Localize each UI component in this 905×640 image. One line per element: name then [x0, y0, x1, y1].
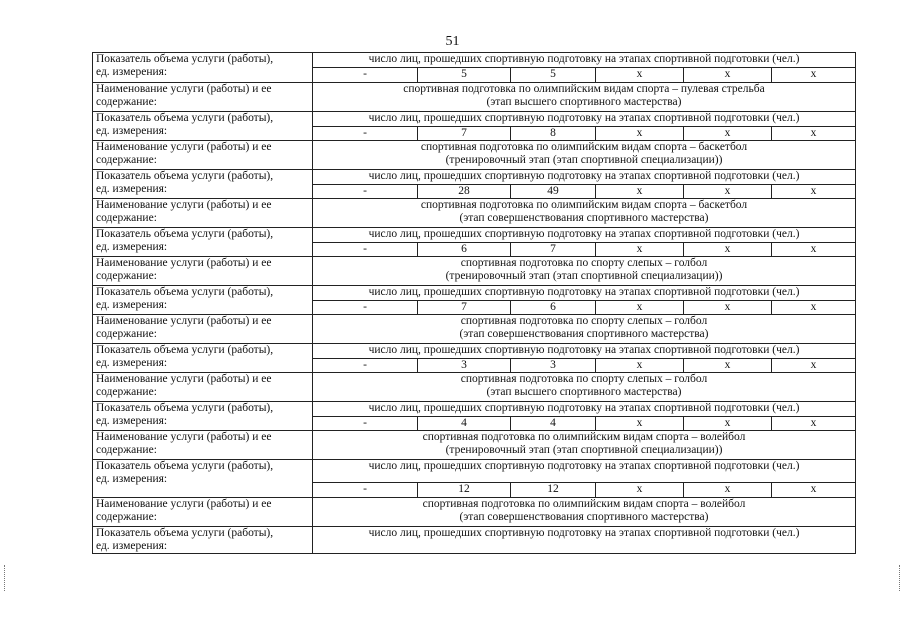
- indicator-label: [93, 344, 313, 373]
- label-line: спортивная подготовка по спорту слепых – голбол: [460, 373, 708, 385]
- indicator-row: [93, 344, 856, 359]
- label-line: Показатель объема услуги (работы),: [96, 53, 274, 65]
- label-line: содержание:: [96, 154, 157, 166]
- indicator-row: [93, 286, 856, 301]
- label-line: ед. измерения:: [96, 540, 168, 552]
- value-cell: 12: [511, 483, 596, 498]
- label-line: (этап совершенствования спортивного мастерства): [459, 328, 709, 340]
- value-cell: x: [772, 68, 856, 83]
- page-number: 51: [445, 34, 460, 49]
- label-line: содержание:: [96, 444, 157, 456]
- label-line: Показатель объема услуги (работы),: [96, 228, 274, 240]
- service-name-content: [313, 431, 856, 460]
- label-line: Наименование услуги (работы) и ее: [96, 199, 272, 211]
- value-cell: 8: [511, 127, 596, 141]
- service-name-content: [313, 199, 856, 228]
- value-cell: x: [684, 68, 772, 83]
- indicator-row: [93, 170, 856, 185]
- service-name-label: [93, 498, 313, 527]
- service-name-row: [93, 315, 856, 344]
- value-cell: x: [772, 127, 856, 141]
- service-name-row: [93, 431, 856, 460]
- label-line: Показатель объема услуги (работы),: [96, 460, 274, 472]
- value-cell: 7: [418, 127, 511, 141]
- indicator-row: [93, 228, 856, 243]
- label-line: содержание:: [96, 328, 157, 340]
- label-line: спортивная подготовка по олимпийским видам спорта – баскетбол: [420, 141, 748, 153]
- value-cell: 4: [511, 417, 596, 431]
- value-cell: 3: [511, 359, 596, 373]
- service-name-content: [313, 315, 856, 344]
- label-line: ед. измерения:: [96, 299, 168, 311]
- label-line: (этап совершенствования спортивного мастерства): [459, 212, 709, 224]
- service-name-label: [93, 199, 313, 228]
- indicator-label: [93, 53, 313, 83]
- service-name-label: [93, 373, 313, 402]
- indicator-label: [93, 527, 313, 554]
- value-cell: x: [684, 243, 772, 257]
- value-cell: -: [313, 127, 418, 141]
- label-line: спортивная подготовка по олимпийским видам спорта – пулевая стрельба: [403, 83, 765, 95]
- label-line: содержание:: [96, 386, 157, 398]
- value-cell: 5: [418, 68, 511, 83]
- value-cell: 28: [418, 185, 511, 199]
- service-name-row: [93, 199, 856, 228]
- label-line: (тренировочный этап (этап спортивной специализации)): [445, 444, 723, 456]
- value-cell: 4: [418, 417, 511, 431]
- label-line: Показатель объема услуги (работы),: [96, 286, 274, 298]
- label-line: (тренировочный этап (этап спортивной специализации)): [445, 270, 723, 282]
- indicator-text: число лиц, прошедших спортивную подготовку на этапах спортивной подготовки (чел.): [313, 344, 856, 359]
- value-cell: x: [684, 417, 772, 431]
- indicator-text: число лиц, прошедших спортивную подготовку на этапах спортивной подготовки (чел.): [313, 286, 856, 301]
- service-volume-table: [92, 52, 856, 554]
- label-line: содержание:: [96, 270, 157, 282]
- value-cell: x: [772, 301, 856, 315]
- label-line: (этап совершенствования спортивного мастерства): [459, 511, 709, 523]
- service-name-content: [313, 498, 856, 527]
- label-line: спортивная подготовка по спорту слепых – голбол: [460, 315, 708, 327]
- value-cell: -: [313, 185, 418, 199]
- service-name-content: [313, 257, 856, 286]
- service-name-label: [93, 141, 313, 170]
- value-cell: x: [684, 483, 772, 498]
- service-name-content: [313, 83, 856, 112]
- indicator-text: число лиц, прошедших спортивную подготовку на этапах спортивной подготовки (чел.): [313, 402, 856, 417]
- value-cell: x: [596, 185, 684, 199]
- value-cell: x: [596, 483, 684, 498]
- label-line: Показатель объема услуги (работы),: [96, 402, 274, 414]
- indicator-label: [93, 170, 313, 199]
- indicator-text: число лиц, прошедших спортивную подготовку на этапах спортивной подготовки (чел.): [313, 53, 856, 68]
- label-line: ед. измерения:: [96, 473, 168, 485]
- label-line: Показатель объема услуги (работы),: [96, 112, 274, 124]
- label-line: спортивная подготовка по спорту слепых – голбол: [460, 257, 708, 269]
- service-name-content: [313, 373, 856, 402]
- label-line: ед. измерения:: [96, 241, 168, 253]
- service-name-row: [93, 257, 856, 286]
- value-cell: x: [596, 301, 684, 315]
- label-line: содержание:: [96, 96, 157, 108]
- service-name-row: [93, 498, 856, 527]
- label-line: спортивная подготовка по олимпийским видам спорта – волейбол: [422, 498, 746, 510]
- indicator-text: число лиц, прошедших спортивную подготовку на этапах спортивной подготовки (чел.): [313, 228, 856, 243]
- label-line: спортивная подготовка по олимпийским видам спорта – баскетбол: [420, 199, 748, 211]
- label-line: Показатель объема услуги (работы),: [96, 527, 274, 539]
- indicator-text: число лиц, прошедших спортивную подготовку на этапах спортивной подготовки (чел.): [313, 112, 856, 127]
- label-line: (этап высшего спортивного мастерства): [486, 96, 682, 108]
- value-cell: x: [596, 68, 684, 83]
- label-line: Наименование услуги (работы) и ее: [96, 141, 272, 153]
- indicator-label: [93, 402, 313, 431]
- value-cell: -: [313, 483, 418, 498]
- value-cell: 3: [418, 359, 511, 373]
- value-cell: -: [313, 359, 418, 373]
- label-line: содержание:: [96, 511, 157, 523]
- value-cell: 49: [511, 185, 596, 199]
- value-cell: x: [684, 185, 772, 199]
- indicator-row: [93, 53, 856, 68]
- indicator-row: [93, 112, 856, 127]
- label-line: Наименование услуги (работы) и ее: [96, 431, 272, 443]
- indicator-row: [93, 402, 856, 417]
- service-name-row: [93, 83, 856, 112]
- value-cell: 6: [511, 301, 596, 315]
- label-line: Наименование услуги (работы) и ее: [96, 373, 272, 385]
- value-cell: 12: [418, 483, 511, 498]
- value-cell: x: [772, 243, 856, 257]
- value-cell: x: [772, 417, 856, 431]
- label-line: (тренировочный этап (этап спортивной специализации)): [445, 154, 723, 166]
- value-cell: x: [684, 359, 772, 373]
- label-line: ед. измерения:: [96, 357, 168, 369]
- value-cell: x: [684, 301, 772, 315]
- indicator-text: число лиц, прошедших спортивную подготовку на этапах спортивной подготовки (чел.): [313, 527, 856, 554]
- value-cell: x: [684, 127, 772, 141]
- label-line: ед. измерения:: [96, 415, 168, 427]
- service-name-label: [93, 83, 313, 112]
- value-cell: 6: [418, 243, 511, 257]
- indicator-label: [93, 460, 313, 498]
- label-line: Показатель объема услуги (работы),: [96, 344, 274, 356]
- label-line: ед. измерения:: [96, 183, 168, 195]
- value-cell: x: [596, 127, 684, 141]
- indicator-label: [93, 228, 313, 257]
- indicator-text: число лиц, прошедших спортивную подготовку на этапах спортивной подготовки (чел.): [313, 460, 856, 483]
- indicator-row: [93, 460, 856, 483]
- service-name-label: [93, 431, 313, 460]
- label-line: (этап высшего спортивного мастерства): [486, 386, 682, 398]
- value-cell: -: [313, 301, 418, 315]
- indicator-text: число лиц, прошедших спортивную подготовку на этапах спортивной подготовки (чел.): [313, 170, 856, 185]
- label-line: спортивная подготовка по олимпийским видам спорта – волейбол: [422, 431, 746, 443]
- value-cell: x: [772, 185, 856, 199]
- label-line: Наименование услуги (работы) и ее: [96, 257, 272, 269]
- service-name-row: [93, 373, 856, 402]
- left-margin-mark: [4, 565, 6, 591]
- label-line: Наименование услуги (работы) и ее: [96, 315, 272, 327]
- service-name-label: [93, 315, 313, 344]
- right-margin-mark: [899, 565, 901, 591]
- value-cell: x: [596, 417, 684, 431]
- value-cell: x: [772, 483, 856, 498]
- value-cell: x: [596, 359, 684, 373]
- value-cell: 7: [511, 243, 596, 257]
- indicator-label: [93, 112, 313, 141]
- label-line: Наименование услуги (работы) и ее: [96, 83, 272, 95]
- label-line: содержание:: [96, 212, 157, 224]
- label-line: Показатель объема услуги (работы),: [96, 170, 274, 182]
- value-cell: -: [313, 417, 418, 431]
- service-name-label: [93, 257, 313, 286]
- value-cell: 7: [418, 301, 511, 315]
- value-cell: -: [313, 68, 418, 83]
- value-cell: x: [596, 243, 684, 257]
- value-cell: 5: [511, 68, 596, 83]
- label-line: ед. измерения:: [96, 66, 168, 78]
- indicator-label: [93, 286, 313, 315]
- service-name-row: [93, 141, 856, 170]
- service-name-content: [313, 141, 856, 170]
- value-cell: -: [313, 243, 418, 257]
- label-line: Наименование услуги (работы) и ее: [96, 498, 272, 510]
- indicator-row: [93, 527, 856, 554]
- label-line: ед. измерения:: [96, 125, 168, 137]
- value-cell: x: [772, 359, 856, 373]
